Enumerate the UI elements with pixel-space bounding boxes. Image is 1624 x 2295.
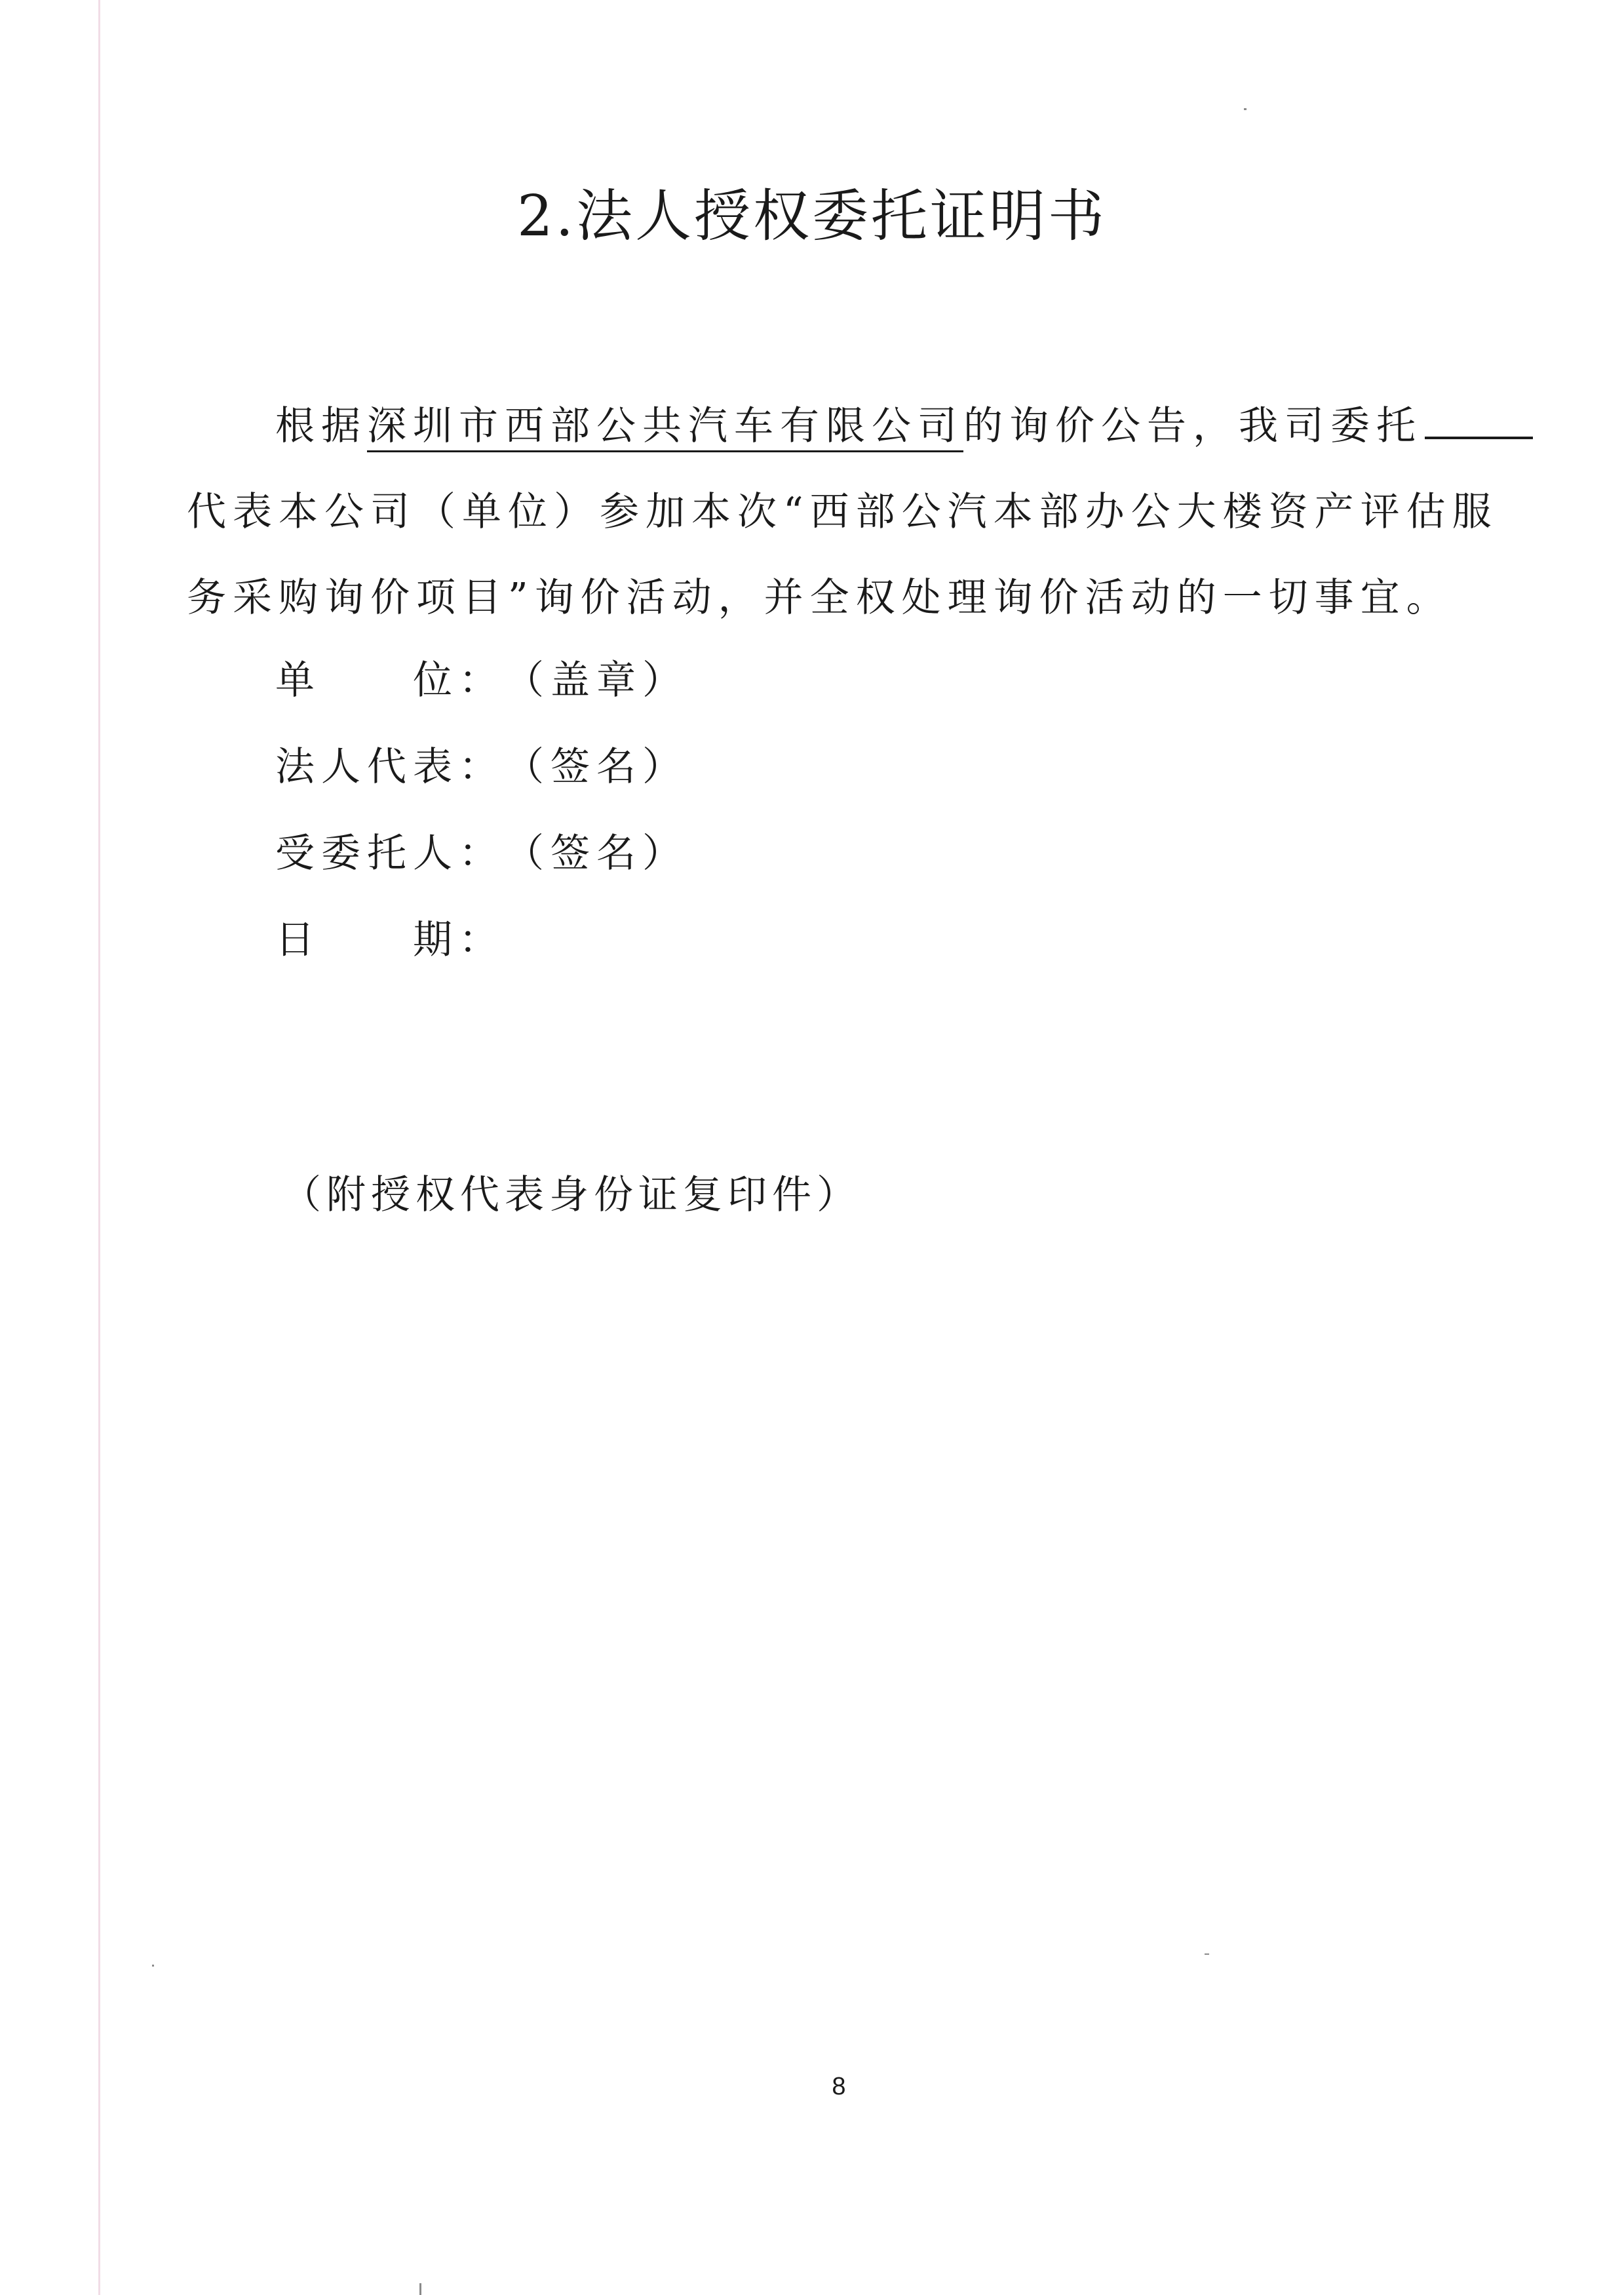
paragraph-line-3: 务采购询价项目”询价活动，并全权处理询价活动的一切事宜。	[187, 575, 1452, 621]
attachment-note: （附授权代表身份证复印件）	[282, 1172, 861, 1218]
unit-seal-value: （盖章）	[505, 657, 688, 703]
legal-representative-field	[275, 741, 688, 793]
company-name: 深圳市西部公共汽车有限公司	[367, 403, 963, 452]
paragraph-line1-suffix: 的询价公告，我司委托	[963, 403, 1422, 449]
agent-label: 受委托人：	[275, 831, 505, 876]
date-label: 日 期：	[275, 917, 505, 963]
page-margin-line	[98, 0, 100, 2295]
date-field	[275, 914, 505, 966]
paragraph-line1-prefix: 根据	[275, 403, 367, 449]
agent-signature-value: （签名）	[505, 831, 688, 876]
scan-speck	[1244, 108, 1247, 110]
body-paragraph	[187, 383, 1498, 641]
agent-field	[275, 827, 688, 880]
paragraph-line-2: 代表本公司（单位）参加本次“西部公汽本部办公大楼资产评估服	[187, 489, 1498, 535]
page-number: 8	[832, 2073, 846, 2100]
unit-label: 单 位：	[275, 657, 505, 703]
scan-speck	[152, 1965, 154, 1967]
legal-representative-label: 法人代表：	[275, 744, 505, 790]
paragraph-line-1	[187, 383, 1471, 469]
scan-speck	[419, 2283, 421, 2295]
legal-representative-signature-value: （签名）	[505, 744, 688, 790]
agent-name-blank[interactable]	[1425, 402, 1533, 439]
scan-speck	[1205, 1953, 1209, 1955]
document-title: 2.法人授权委托证明书	[516, 184, 1108, 249]
unit-field	[275, 654, 688, 707]
